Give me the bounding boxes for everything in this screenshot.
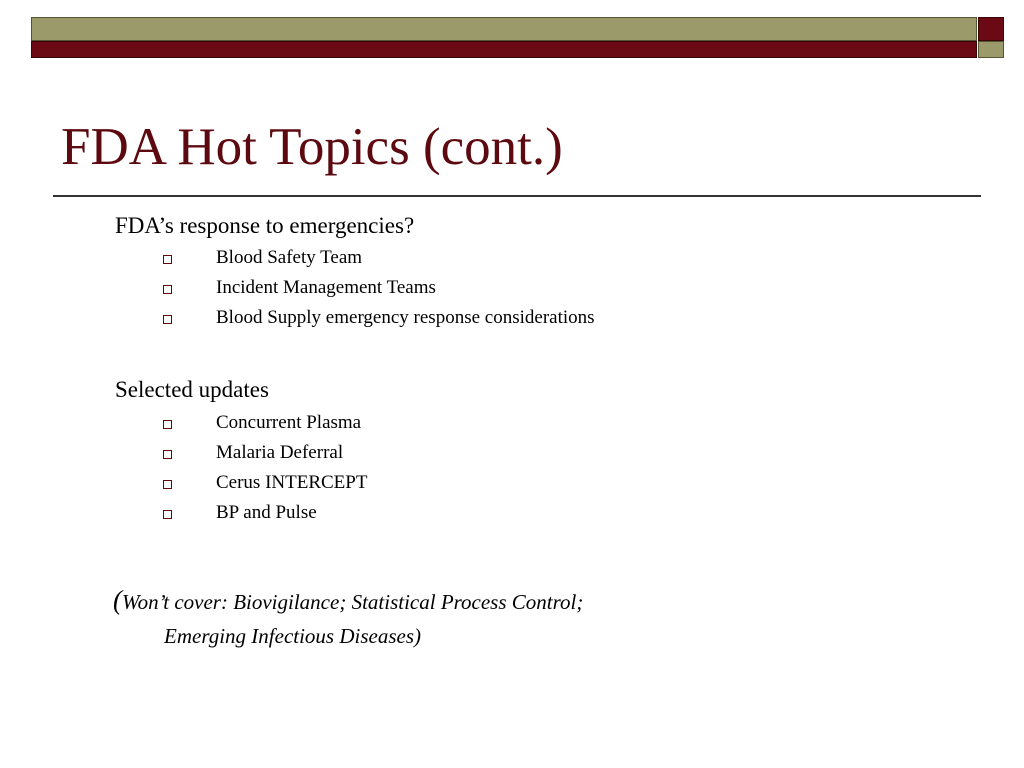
banner-olive-square xyxy=(978,41,1004,58)
note-line-2: Emerging Infectious Diseases) xyxy=(164,624,422,648)
list-item-text: Blood Safety Team xyxy=(216,247,363,268)
hollow-square-bullet-icon xyxy=(163,315,172,324)
hollow-square-bullet-icon xyxy=(163,450,172,459)
hollow-square-bullet-icon xyxy=(163,480,172,489)
list-item-text: Concurrent Plasma xyxy=(216,412,362,433)
hollow-square-bullet-icon xyxy=(163,420,172,429)
hollow-square-bullet-icon xyxy=(163,285,172,294)
banner-maroon-bar xyxy=(31,41,977,58)
list-item-text: Malaria Deferral xyxy=(216,442,344,463)
hollow-square-bullet-icon xyxy=(163,255,172,264)
title-divider xyxy=(53,195,981,197)
list-item-text: BP and Pulse xyxy=(216,502,317,523)
section-heading-updates: Selected updates xyxy=(115,377,269,402)
not-covered-note xyxy=(113,582,583,620)
note-line-1: Won’t cover: Biovigilance; Statistical Process Control; xyxy=(122,590,584,614)
hollow-square-bullet-icon xyxy=(163,510,172,519)
note-open-paren: ( xyxy=(113,585,122,615)
banner-olive-bar xyxy=(31,17,977,41)
list-item-text: Blood Supply emergency response considerations xyxy=(216,307,595,328)
list-item-text: Incident Management Teams xyxy=(216,277,436,298)
slide-title: FDA Hot Topics (cont.) xyxy=(61,118,563,176)
list-item-text: Cerus INTERCEPT xyxy=(216,472,368,493)
banner-maroon-square xyxy=(978,17,1004,41)
section-heading-emergencies: FDA’s response to emergencies? xyxy=(115,213,415,238)
